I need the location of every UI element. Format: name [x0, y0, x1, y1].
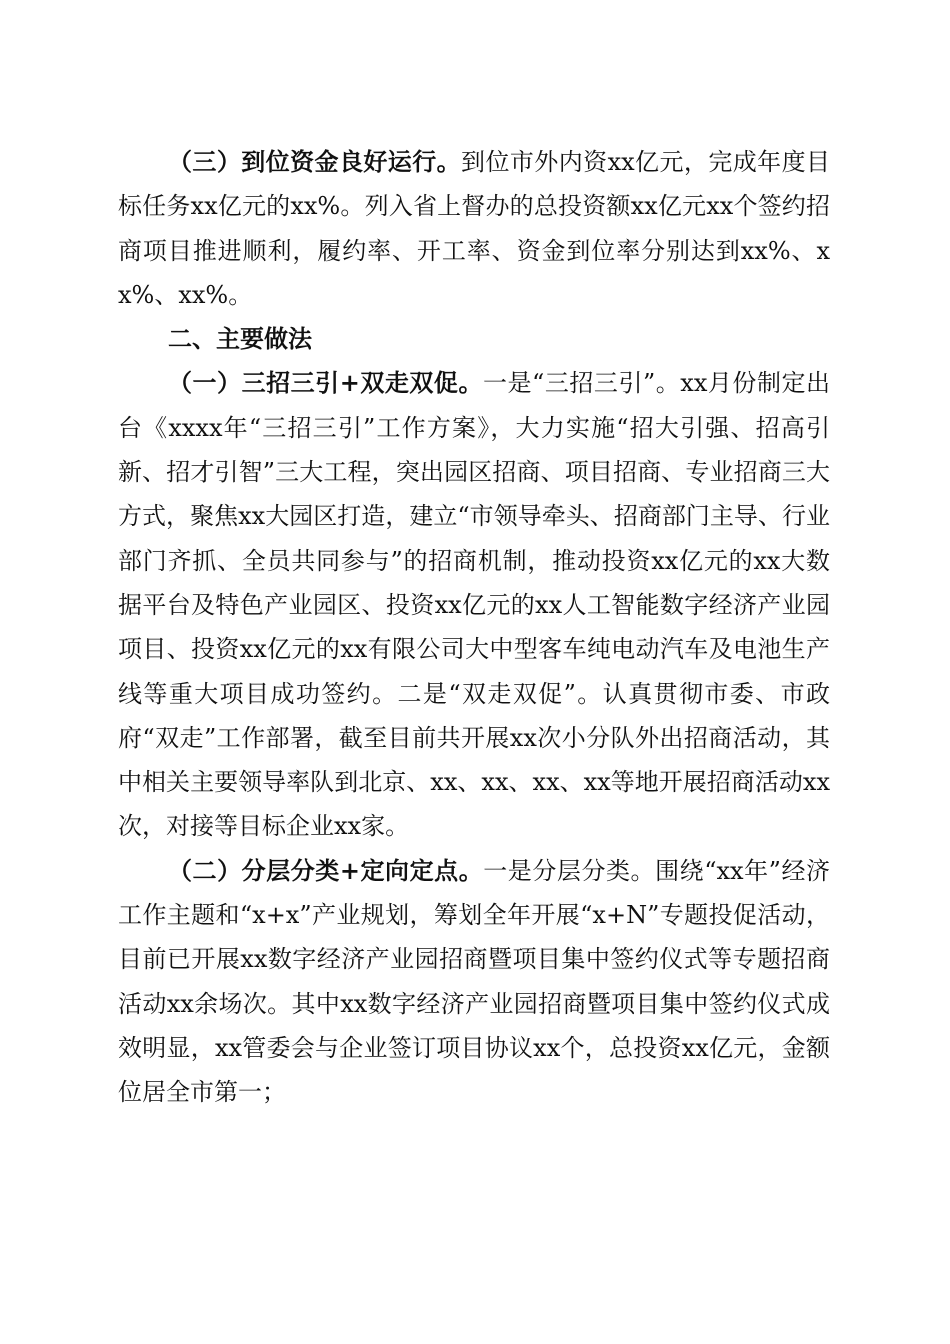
- paragraph-text: 一是分层分类。围绕“xx年”经济工作主题和“x+x”产业规划，筹划全年开展“x+N”专题投促活动，目前已开展xx数字经济产业园招商暨项目集中签约仪式等专题招商活动xx余场次。其中xx数字经济产业园招商暨项目集中签约仪式成效明显，xx管委会与企业签订项目协议xx个，总投资xx亿元，金额位居全市第一；: [118, 856, 830, 1107]
- section-heading: 二、主要做法: [168, 324, 312, 354]
- paragraph-layered-classification: [118, 849, 830, 1115]
- document-body: [118, 140, 830, 1115]
- paragraph-text: 到位市外内资xx亿元，完成年度目标任务xx亿元的xx%。列入省上督办的总投资额xx亿元xx个签约招商项目推进顺利，履约率、开工率、资金到位率分别达到xx%、xx%、xx%。: [118, 148, 830, 309]
- paragraph-three-attract: [118, 361, 830, 848]
- paragraph-lead: （二）分层分类+定向定点。: [168, 855, 484, 885]
- paragraph-lead: （一）三招三引+双走双促。: [168, 368, 483, 398]
- paragraph-funds-in-place: [118, 140, 830, 317]
- paragraph-lead: （三）到位资金良好运行。: [168, 147, 462, 176]
- paragraph-text: 一是“三招三引”。xx月份制定出台《xxxx年“三招三引”工作方案》，大力实施“招大引强、招高引新、招才引智”三大工程，突出园区招商、项目招商、专业招商三大方式，聚焦xx大园区打造，建立“市领导牵头、招商部门主导、行业部门齐抓、全员共同参与”的招商机制，推动投资xx亿元的xx大数据平台及特色产业园区、投资xx亿元的xx人工智能数字经济产业园项目、投资xx亿元的xx有限公司大中型客车纯电动汽车及电池生产线等重大项目成功签约。二是“双走双促”。认真贯彻市委、市政府“双走”工作部署，截至目前共开展xx次小分队外出招商活动，其中相关主要领导率队到北京、xx、xx、xx、xx等地开展招商活动xx次，对接等目标企业xx家。: [118, 369, 831, 841]
